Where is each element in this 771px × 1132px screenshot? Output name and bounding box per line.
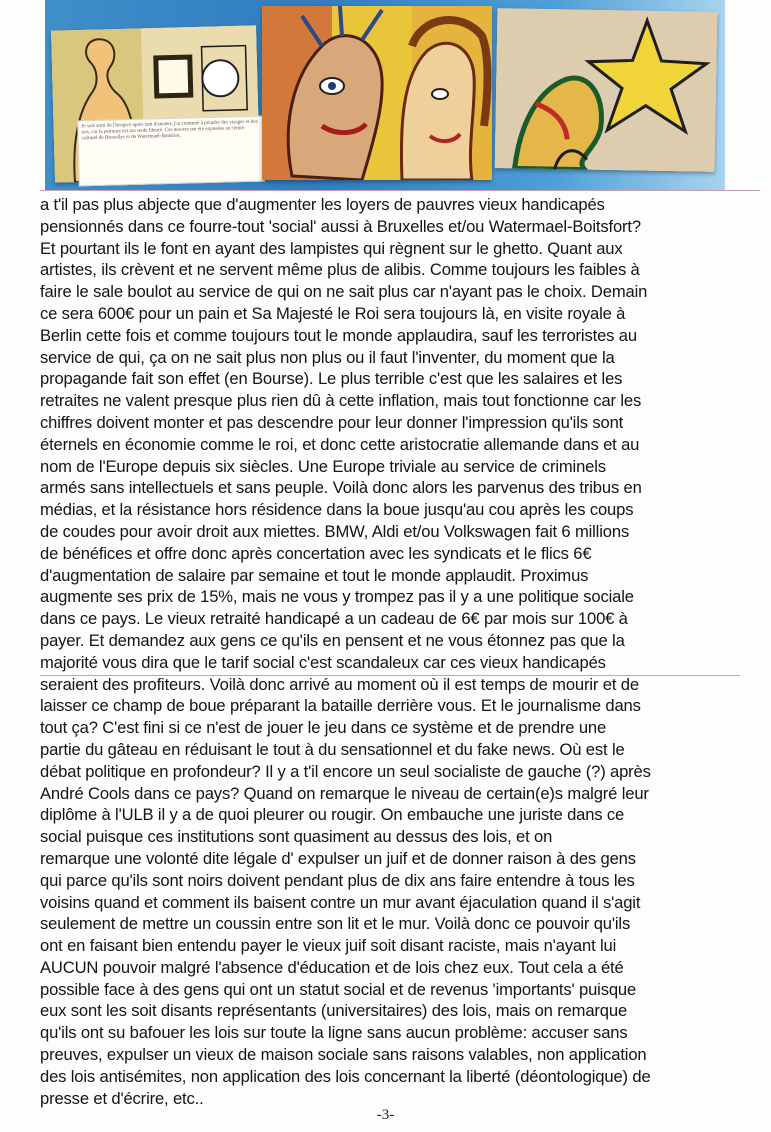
text-line: augmente ses prix de 15%, mais ne vous y trompez pas il y a une politique sociale [40, 587, 634, 607]
text-line: nom de l'Europe depuis six siècles. Une Europe triviale au service de criminels [40, 456, 606, 476]
page-number: -3- [376, 1107, 395, 1123]
top-divider [40, 190, 760, 191]
text-line: preuves, expulser un vieux de maison sociale sans raisons valables, non application [40, 1045, 647, 1065]
text-line: AUCUN pouvoir malgré l'absence d'éducation et de lois chez eux. Tout cela a été [40, 957, 624, 977]
text-line: diplôme à l'ULB il y a de quoi pleurer ou rougir. On embauche une juriste dans ce [40, 805, 625, 825]
text-line: possible face à des gens qui ont un statut social et de revenus 'importants' puisque [40, 979, 637, 999]
text-line: débat politique en profondeur? Il y a t'il encore un seul socialiste de gauche (?) après [40, 761, 651, 781]
text-line: faire le sale boulot au service de qui on ne sait plus car n'ayant pas le choix. Demain [40, 282, 648, 302]
text-line: seulement de mettre un coussin entre son lit et le mur. Voilà donc ce pouvoir qu'ils [40, 914, 631, 934]
text-line: payer. Et demandez aux gens ce qu'ils en pensent et ne vous étonnez pas que la [40, 630, 625, 650]
text-line: pensionnés dans ce fourre-tout 'social' aussi à Bruxelles et/ou Watermael-Boitsfort? [40, 216, 641, 236]
text-line: d'augmentation de salaire par semaine et tout le monde applaudit. Proximus [40, 565, 589, 585]
text-line: seraient des profiteurs. Voilà donc arrivé au moment où il est temps de mourir et de [40, 674, 639, 694]
text-line: partie du gâteau en réduisant le tout à du sensationnel et du fake news. Où est le [40, 739, 625, 759]
painting-caption: Je suis sorti de l'hospice après tant d'années, j'ai continué à peindre des visages et des nus, car la peinture est ma seule liberté. Ces œuvres ont été exposées au centre culturel de Bruxelles et de Watermael-Boitsfort. [77, 116, 265, 187]
text-line: armés sans intellectuels et sans peuple. Voilà donc alors les parvenus des tribus en [40, 478, 642, 498]
text-line: presse et d'écrire, etc.. [40, 1088, 204, 1108]
text-line: retraites ne valent presque plus rien dû à cette inflation, mais tout fonctionne car les [40, 391, 642, 411]
text-line: eux sont les soit disants représentants (universitaires) des lois, mais on remarque [40, 1001, 628, 1021]
text-line: social puisque ces institutions sont quasiment au dessus des lois, et on [40, 827, 553, 847]
text-line: a t'il pas plus abjecte que d'augmenter les loyers de pauvres vieux handicapés [40, 195, 605, 214]
text-line: tout ça? C'est fini si ce n'est de jouer le jeu dans ce système et de prendre une [40, 718, 607, 738]
text-line: éternels en économie comme le roi, et donc cette aristocratie allemande dans et au [40, 434, 640, 454]
text-line: qui parce qu'ils sont noirs doivent pendant plus de dix ans faire entendre à tous les [40, 870, 635, 890]
text-line: ce sera 600€ pour un pain et Sa Majesté le Roi sera toujours là, en visite royale à [40, 303, 626, 323]
text-line: remarque une volonté dite légale d' expulser un juif et de donner raison à des gens [40, 848, 636, 868]
text-line: propagande fait son effet (en Bourse). Le plus terrible c'est que les salaires et les [40, 369, 623, 389]
article-body [40, 194, 752, 1109]
text-line: chiffres doivent monter et pas descendre pour leur donner l'impression qu'ils sont [40, 412, 624, 432]
text-line: service de qui, ça on ne sait plus non plus ou il faut l'inventer, du moment que la [40, 347, 615, 367]
painting-two-faces [262, 6, 492, 180]
text-line: voisins quand et comment ils baisent contre un mur avant éjaculation quand il s'agit [40, 892, 641, 912]
painting-star-figure [495, 8, 718, 172]
text-line: de coudes pour avoir droit aux miettes. BMW, Aldi et/ou Volkswagen fait 6 millions [40, 521, 630, 541]
text-line: qu'ils ont su bafouer les lois sur toute la ligne sans aucun problème: accuser sans [40, 1023, 628, 1043]
text-line: André Cools dans ce pays? Quand on remarque le niveau de certain(e)s malgré leur [40, 783, 649, 803]
text-line: ont en faisant bien entendu payer le vieux juif soit disant raciste, mais n'ayant lui [40, 936, 617, 956]
text-line: laisser ce champ de boue préparant la bataille derrière vous. Et le journalisme dans [40, 696, 641, 716]
text-line: Berlin cette fois et comme toujours tout le monde applaudira, sauf les terroristes au [40, 325, 637, 345]
text-line: des lois antisémites, non application des lois concernant la liberté (déontologique) de [40, 1066, 651, 1086]
text-line: artistes, ils crèvent et ne servent même plus de alibis. Comme toujours les faibles à [40, 260, 640, 280]
text-line: majorité vous dira que le tarif social c'est scandaleux car ces vieux handicapés [40, 652, 606, 672]
text-line: Et pourtant ils le font en ayant des lampistes qui règnent sur le ghetto. Quant aux [40, 238, 623, 258]
text-line: de bénéfices et offre donc après concertation avec les syndicats et le flics 6€ [40, 543, 592, 563]
text-line: médias, et la résistance hors résidence dans la boue jusqu'au cou après les coups [40, 500, 634, 520]
text-line: dans ce pays. Le vieux retraité handicapé a un cadeau de 6€ par mois sur 100€ à [40, 609, 628, 629]
